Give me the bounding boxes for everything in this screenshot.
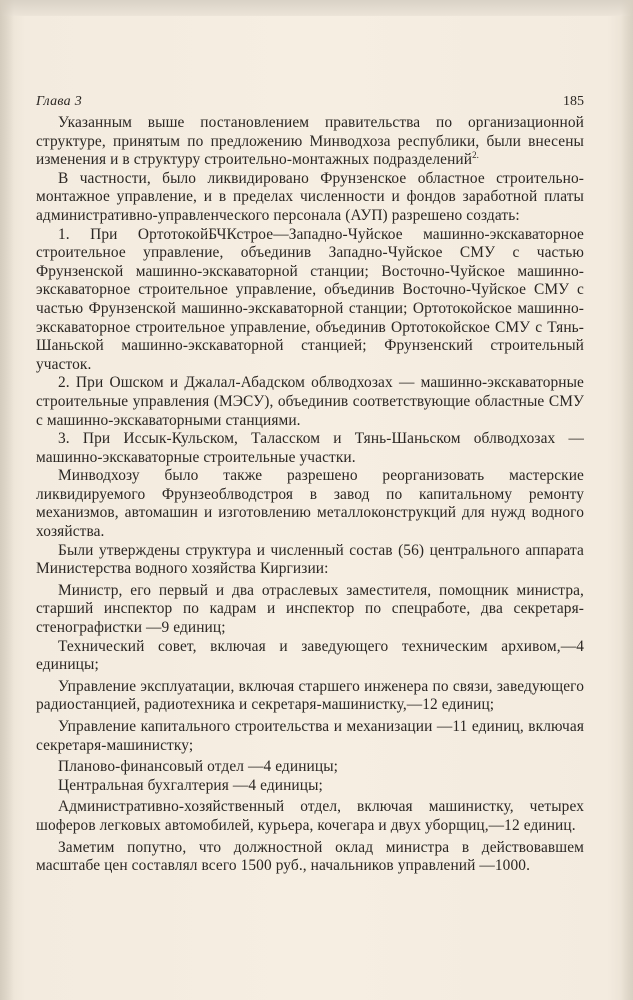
footnote-ref: 2. (472, 150, 480, 161)
page-left-shadow (0, 0, 14, 1000)
page-right-shadow (621, 0, 633, 1000)
paragraph: Технический совет, включая и заведующего техническим архивом,—4 единицы; (36, 637, 584, 674)
paragraph: 2. При Ошском и Джалал-Абадском облводхозах — машинно-экскаваторные строительные управления (МЭСУ), объединив соответствующие областные СМУ с машинно-экскаваторными станциями. (36, 374, 584, 429)
running-header (36, 94, 584, 110)
paragraph: Центральная бухгалтерия —4 единицы; (58, 776, 323, 794)
paragraph: Министр, его первый и два отраслевых заместителя, помощник министра, старший инспектор по кадрам и инспектор по спецработе, два секретаря-стенографистки —9 единиц; (36, 581, 584, 637)
body-text (36, 114, 584, 876)
paragraph: Минводхозу было также разрешено реорганизовать мастерские ликвидируемого Фрунзеоблводстроя в завод по капитальному ремонту механизмов, автомашин и изготовлению металлоконструкций для нужд водного хозяйства. (36, 467, 584, 541)
paragraph: Управление эксплуатации, включая старшего инженера по связи, заведующего радиостанцией, радиотехника и секретаря-машинистку,—12 единиц; (36, 677, 584, 714)
paragraph: В частности, было ликвидировано Фрунзенское областное строительно-монтажное управление, и в пределах численности и фондов заработной платы административно-управленческого персонала (АУП) разрешено создать: (36, 169, 584, 224)
chapter-label: Глава 3 (36, 94, 83, 109)
paragraph: Административно-хозяйственный отдел, включая машинистку, четырех шоферов легковых автомобилей, курьера, кочегара и двух уборщиц,—12 единиц. (36, 798, 584, 834)
paragraph: Заметим попутно, что должностной оклад министра в действовавшем масштабе цен составлял всего 1500 руб., начальников управлений —1000. (36, 838, 584, 875)
paragraph: Планово-финансовый отдел —4 единицы; (58, 758, 339, 776)
paragraph: Указанным выше постановлением правительства по организационной структуре, принятым по предложению Минводхоза республики, были внесены изменения и в структуру строительно-монтажных подразделений$^{2.}$ (36, 114, 584, 169)
paragraph: Были утверждены структура и численный состав (56) центрального аппарата Министерства водного хозяйства Киргизии: (36, 541, 584, 578)
page-number: 185 (563, 94, 584, 109)
paragraph: 3. При Иссык-Кульском, Таласском и Тянь-Шаньском облводхозах — машинно-экскаваторные строительные участки. (36, 430, 584, 466)
page-top-edge (0, 0, 633, 16)
paragraph: Управление капитального строительства и механизации —11 единиц, включая секретаря-машинистку; (36, 718, 584, 754)
paragraph: 1. При ОртотокойБЧКстрое—Западно-Чуйское машинно-экскаваторное строительное управление, объединив Западно-Чуйское СМУ с частью Фрунзенской машинно-экскаваторной станции; Восточно-Чуйское машинно-экскаваторное строительное управление, объединив Восточно-Чуйское СМУ с частью Фрунзенской машинно-экскаваторной станции; Ортотокойское машинно-экскаваторное строительное управление, объединив Ортотокойское СМУ с Тянь-Шаньской машинно-экскаваторной станцией; Фрунзенский строительный участок. (36, 225, 584, 373)
book-page (36, 94, 584, 876)
